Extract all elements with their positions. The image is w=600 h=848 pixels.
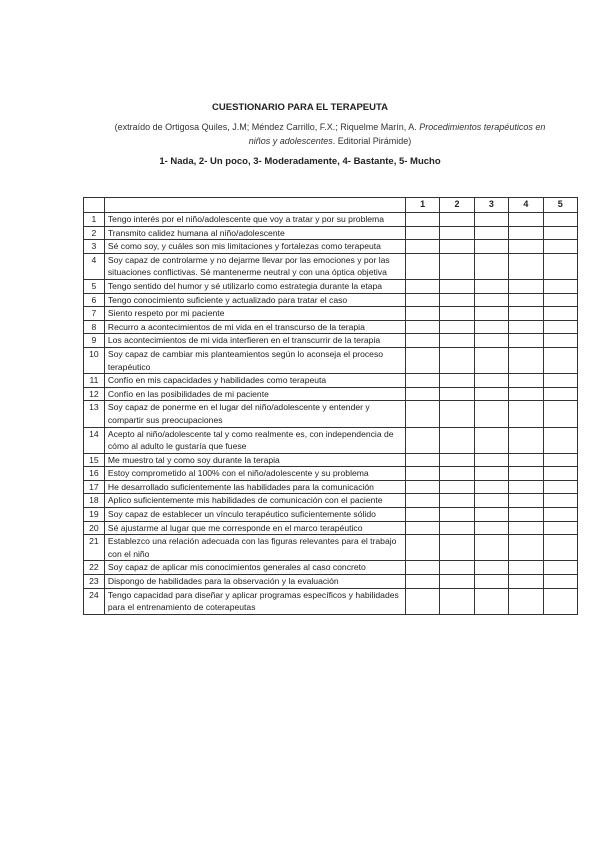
rating-cell-1[interactable] [405,307,439,321]
rating-cell-5[interactable] [543,480,577,494]
rating-cell-1[interactable] [405,240,439,254]
rating-cell-3[interactable] [474,453,508,467]
item-text: Tengo interés por el niño/adolescente que voy a tratar y por su problema [104,213,405,227]
rating-cell-4[interactable] [509,427,543,453]
rating-cell-4[interactable] [509,480,543,494]
rating-cell-3[interactable] [474,521,508,535]
rating-cell-2[interactable] [440,293,474,307]
rating-cell-3[interactable] [474,279,508,293]
table-row [84,334,578,348]
rating-cell-3[interactable] [474,374,508,388]
item-number: 1 [84,213,105,227]
rating-cell-4[interactable] [509,253,543,279]
rating-cell-3[interactable] [474,561,508,575]
item-text: He desarrollado suficientemente las habilidades para la comunicación [104,480,405,494]
rating-cell-4[interactable] [509,494,543,508]
rating-cell-2[interactable] [440,427,474,453]
item-text: Tengo capacidad para diseñar y aplicar programas específicos y habilidades para el entrenamiento de coterapeutas [104,588,405,614]
citation [110,120,550,148]
item-text: Estoy comprometido al 100% con el niño/adolescente y su problema [104,467,405,481]
table-row [84,427,578,453]
rating-cell-2[interactable] [440,213,474,227]
table-row [84,213,578,227]
item-number: 15 [84,453,105,467]
rating-cell-1[interactable] [405,521,439,535]
rating-cell-2[interactable] [440,374,474,388]
rating-cell-3[interactable] [474,480,508,494]
table-row [84,226,578,240]
item-number: 20 [84,521,105,535]
rating-cell-4[interactable] [509,279,543,293]
rating-cell-3[interactable] [474,401,508,427]
rating-cell-1[interactable] [405,374,439,388]
table-row [84,320,578,334]
rating-cell-3[interactable] [474,334,508,348]
column-header [84,198,105,213]
rating-cell-5[interactable] [543,561,577,575]
rating-cell-4[interactable] [509,535,543,561]
table-row [84,494,578,508]
item-text: Siento respeto por mi paciente [104,307,405,321]
rating-cell-2[interactable] [440,535,474,561]
item-text: Los acontecimientos de mi vida interfieren en el transcurrir de la terapia [104,334,405,348]
rating-cell-2[interactable] [440,253,474,279]
item-text: Acepto al niño/adolescente tal y como realmente es, con independencia de cómo al adulto le gustaría que fuese [104,427,405,453]
rating-cell-1[interactable] [405,320,439,334]
rating-cell-3[interactable] [474,535,508,561]
item-number: 16 [84,467,105,481]
column-header: 4 [509,198,543,213]
item-text: Soy capaz de ponerme en el lugar del niño/adolescente y entender y compartir sus preocupaciones [104,401,405,427]
rating-cell-2[interactable] [440,494,474,508]
rating-cell-3[interactable] [474,213,508,227]
rating-cell-4[interactable] [509,320,543,334]
rating-cell-3[interactable] [474,307,508,321]
rating-cell-4[interactable] [509,588,543,614]
rating-cell-1[interactable] [405,334,439,348]
rating-cell-1[interactable] [405,293,439,307]
item-number: 5 [84,279,105,293]
item-text: Soy capaz de establecer un vínculo terapéutico suficientemente sólido [104,508,405,522]
item-text: Dispongo de habilidades para la observación y la evaluación [104,575,405,589]
rating-cell-5[interactable] [543,320,577,334]
rating-cell-3[interactable] [474,467,508,481]
rating-cell-5[interactable] [543,213,577,227]
rating-cell-5[interactable] [543,401,577,427]
item-number: 7 [84,307,105,321]
rating-cell-3[interactable] [474,293,508,307]
rating-cell-2[interactable] [440,508,474,522]
rating-cell-5[interactable] [543,307,577,321]
rating-cell-3[interactable] [474,494,508,508]
rating-cell-1[interactable] [405,575,439,589]
table-row [84,253,578,279]
rating-cell-4[interactable] [509,307,543,321]
column-header [104,198,405,213]
rating-cell-5[interactable] [543,575,577,589]
item-text: Soy capaz de aplicar mis conocimientos generales al caso concreto [104,561,405,575]
item-number: 18 [84,494,105,508]
item-number: 6 [84,293,105,307]
rating-cell-1[interactable] [405,467,439,481]
rating-cell-1[interactable] [405,561,439,575]
citation-publisher: . Editorial Pirámide) [332,136,412,146]
rating-cell-1[interactable] [405,494,439,508]
rating-cell-2[interactable] [440,334,474,348]
rating-cell-2[interactable] [440,480,474,494]
rating-cell-4[interactable] [509,293,543,307]
rating-cell-1[interactable] [405,401,439,427]
rating-cell-5[interactable] [543,374,577,388]
rating-cell-1[interactable] [405,588,439,614]
item-number: 19 [84,508,105,522]
item-text: Confío en las posibilidades de mi paciente [104,387,405,401]
item-number: 13 [84,401,105,427]
table-row [84,480,578,494]
table-row [84,453,578,467]
item-text: Me muestro tal y como soy durante la terapia [104,453,405,467]
rating-cell-1[interactable] [405,253,439,279]
item-number: 12 [84,387,105,401]
item-number: 2 [84,226,105,240]
table-row [84,561,578,575]
rating-cell-3[interactable] [474,588,508,614]
rating-cell-1[interactable] [405,213,439,227]
rating-cell-2[interactable] [440,575,474,589]
header-row [84,198,578,213]
rating-cell-2[interactable] [440,401,474,427]
questionnaire-table [83,197,578,615]
item-number: 21 [84,535,105,561]
rating-cell-1[interactable] [405,347,439,373]
table-row [84,347,578,373]
item-number: 10 [84,347,105,373]
table-row [84,387,578,401]
table-row [84,240,578,254]
rating-cell-4[interactable] [509,521,543,535]
rating-cell-1[interactable] [405,226,439,240]
column-header: 3 [474,198,508,213]
rating-cell-4[interactable] [509,401,543,427]
rating-cell-4[interactable] [509,213,543,227]
rating-cell-5[interactable] [543,240,577,254]
item-text: Soy capaz de cambiar mis planteamientos según lo aconseja el proceso terapéutico [104,347,405,373]
rating-cell-5[interactable] [543,427,577,453]
table-row [84,521,578,535]
item-text: Tengo sentido del humor y sé utilizarlo como estrategia durante la etapa [104,279,405,293]
table-row [84,307,578,321]
rating-cell-3[interactable] [474,387,508,401]
rating-cell-5[interactable] [543,226,577,240]
item-text: Recurro a acontecimientos de mi vida en el transcurso de la terapia [104,320,405,334]
rating-cell-3[interactable] [474,320,508,334]
table-row [84,279,578,293]
rating-cell-5[interactable] [543,347,577,373]
rating-cell-5[interactable] [543,293,577,307]
rating-cell-5[interactable] [543,588,577,614]
item-number: 24 [84,588,105,614]
rating-cell-1[interactable] [405,508,439,522]
item-text: Establezco una relación adecuada con las figuras relevantes para el trabajo con el niño [104,535,405,561]
table-row [84,401,578,427]
table-row [84,535,578,561]
item-number: 22 [84,561,105,575]
item-number: 14 [84,427,105,453]
item-number: 9 [84,334,105,348]
item-text: Transmito calidez humana al niño/adolescente [104,226,405,240]
citation-authors: (extraído de Ortigosa Quiles, J.M; Méndez Carrillo, F.X.; Riquelme Marín, A. [114,122,420,132]
rating-cell-1[interactable] [405,453,439,467]
rating-cell-5[interactable] [543,467,577,481]
rating-cell-2[interactable] [440,320,474,334]
rating-cell-3[interactable] [474,347,508,373]
rating-cell-4[interactable] [509,467,543,481]
column-header: 1 [405,198,439,213]
rating-cell-5[interactable] [543,334,577,348]
rating-scale: 1- Nada, 2- Un poco, 3- Moderadamente, 4- Bastante, 5- Mucho [159,156,441,167]
rating-cell-4[interactable] [509,453,543,467]
rating-cell-2[interactable] [440,387,474,401]
rating-cell-4[interactable] [509,226,543,240]
rating-cell-2[interactable] [440,521,474,535]
rating-cell-3[interactable] [474,253,508,279]
rating-cell-4[interactable] [509,347,543,373]
rating-cell-5[interactable] [543,535,577,561]
item-number: 11 [84,374,105,388]
rating-cell-4[interactable] [509,334,543,348]
table-row [84,374,578,388]
rating-cell-2[interactable] [440,279,474,293]
table-row [84,588,578,614]
rating-cell-5[interactable] [543,521,577,535]
rating-cell-2[interactable] [440,561,474,575]
rating-cell-2[interactable] [440,453,474,467]
rating-cell-5[interactable] [543,253,577,279]
rating-cell-5[interactable] [543,494,577,508]
rating-cell-5[interactable] [543,508,577,522]
item-text: Sé como soy, y cuáles son mis limitaciones y fortalezas como terapeuta [104,240,405,254]
rating-cell-5[interactable] [543,453,577,467]
rating-cell-3[interactable] [474,226,508,240]
column-header: 5 [543,198,577,213]
citation-book-title: Procedimientos terapéuticos en niños y adolescentes [248,122,546,146]
rating-cell-4[interactable] [509,240,543,254]
rating-cell-2[interactable] [440,467,474,481]
item-text: Soy capaz de controlarme y no dejarme llevar por las emociones y por las situaciones conflictivas. Sé mantenerme neutral y con una óptica objetiva [104,253,405,279]
rating-cell-2[interactable] [440,240,474,254]
rating-cell-2[interactable] [440,307,474,321]
rating-cell-1[interactable] [405,480,439,494]
table-row [84,508,578,522]
table-row [84,467,578,481]
rating-cell-4[interactable] [509,387,543,401]
rating-cell-4[interactable] [509,374,543,388]
rating-cell-4[interactable] [509,575,543,589]
rating-cell-3[interactable] [474,427,508,453]
rating-cell-1[interactable] [405,535,439,561]
rating-cell-4[interactable] [509,508,543,522]
item-number: 23 [84,575,105,589]
rating-cell-2[interactable] [440,347,474,373]
item-number: 17 [84,480,105,494]
rating-cell-1[interactable] [405,427,439,453]
item-text: Tengo conocimiento suficiente y actualizado para tratar el caso [104,293,405,307]
rating-cell-5[interactable] [543,387,577,401]
item-number: 3 [84,240,105,254]
table-row [84,575,578,589]
rating-cell-3[interactable] [474,575,508,589]
item-number: 4 [84,253,105,279]
rating-cell-2[interactable] [440,226,474,240]
rating-cell-1[interactable] [405,279,439,293]
item-number: 8 [84,320,105,334]
column-header: 2 [440,198,474,213]
item-text: Confío en mis capacidades y habilidades como terapeuta [104,374,405,388]
page-title: CUESTIONARIO PARA EL TERAPEUTA [212,102,388,113]
rating-cell-5[interactable] [543,279,577,293]
rating-cell-3[interactable] [474,240,508,254]
rating-cell-1[interactable] [405,387,439,401]
rating-cell-2[interactable] [440,588,474,614]
item-text: Aplico suficientemente mis habilidades de comunicación con el paciente [104,494,405,508]
table-row [84,293,578,307]
item-text: Sé ajustarme al lugar que me corresponde en el marco terapéutico [104,521,405,535]
rating-cell-4[interactable] [509,561,543,575]
rating-cell-3[interactable] [474,508,508,522]
